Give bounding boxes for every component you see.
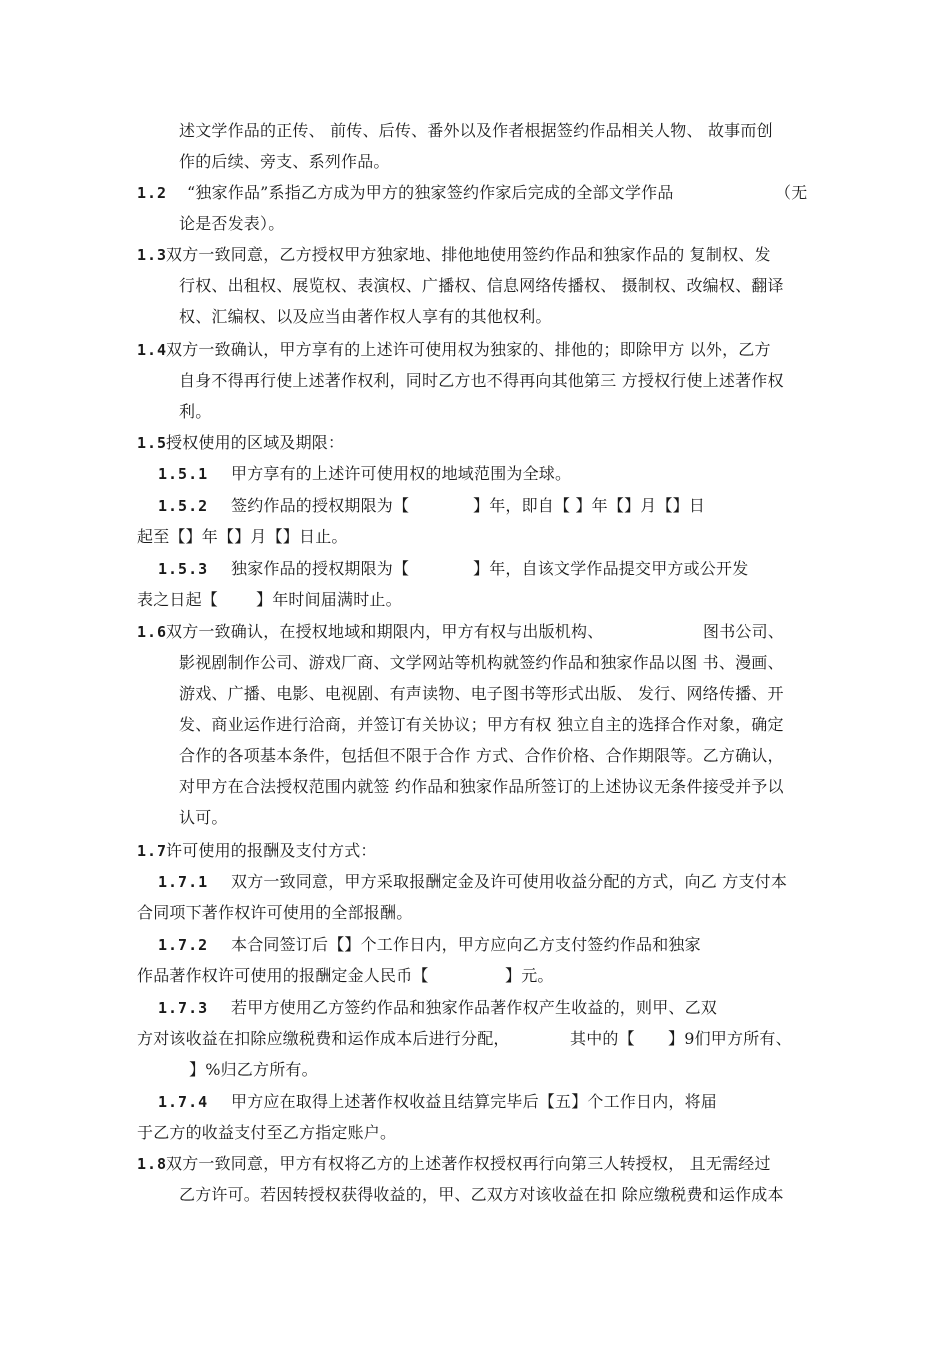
text-line: 双方一致确认，甲方享有的上述许可使用权为独家的、排他的；即除甲方 以外，乙方: [166, 340, 771, 359]
clause-number: 1.2: [137, 184, 168, 202]
text-line: 甲方应在取得上述著作权收益且结算完毕后【五】个工作日内，将届: [231, 1092, 718, 1111]
clause-number: 1.7.4: [158, 1093, 209, 1111]
text-line: 对甲方在合法授权范围内就签 约作品和独家作品所签订的上述协议无条件接受并予以: [179, 777, 784, 796]
clause-number: 1.7.2: [158, 936, 209, 954]
clause-number: 1.8: [137, 1155, 168, 1173]
text-line: 表之日起【: [137, 590, 219, 609]
text-line: 合同项下著作权许可使用的全部报酬。: [137, 903, 413, 922]
text-line: 行权、出租权、展览权、表演权、广播权、信息网络传播权、 摄制权、改编权、翻译: [179, 276, 784, 295]
text-line: 认可。: [179, 808, 228, 827]
text-line: 图书公司、: [703, 622, 785, 641]
clause-number: 1.7.1: [158, 873, 209, 891]
text-line: 双方一致同意，甲方有权将乙方的上述著作权授权再行向第三人转授权， 且无需经过: [166, 1154, 771, 1173]
text-line: 授权使用的区域及期限：: [166, 433, 345, 452]
text-line: 自身不得再行使上述著作权利，同时乙方也不得再向其他第三 方授权行使上述著作权: [179, 371, 784, 390]
clause-number: 1.7: [137, 842, 168, 860]
clause-number: 1.4: [137, 341, 168, 359]
text-line: 双方一致确认，在授权地域和期限内，甲方有权与出版机构、: [166, 622, 604, 641]
text-line: 发、商业运作进行洽商，并签订有关协议；甲方有权 独立自主的选择合作对象，确定: [179, 715, 784, 734]
clause-number: 1.5: [137, 434, 168, 452]
text-line: 甲方享有的上述许可使用权的地域范围为全球。: [231, 464, 572, 483]
text-line: 作的后续、旁支、系列作品。: [179, 152, 390, 171]
text-line: 作品著作权许可使用的报酬定金人民币【: [137, 966, 429, 985]
text-line: 述文学作品的正传、 前传、后传、番外以及作者根据签约作品相关人物、 故事而创: [179, 121, 773, 140]
text-line: 游戏、广播、电影、电视剧、有声读物、电子图书等形式出版、 发行、网络传播、开: [179, 684, 784, 703]
clause-number: 1.5.3: [158, 560, 209, 578]
text-line: 】年时间届满时止。: [256, 590, 402, 609]
text-line: 双方一致同意，甲方采取报酬定金及许可使用收益分配的方式，向乙 方支付本: [231, 872, 788, 891]
text-line: 论是否发表）。: [179, 214, 285, 233]
text-line: 双方一致同意，乙方授权甲方独家地、排他地使用签约作品和独家作品的 复制权、发: [166, 245, 771, 264]
clause-number: 1.5.1: [158, 465, 209, 483]
text-line: 若甲方使用乙方签约作品和独家作品著作权产生收益的，则甲、乙双: [231, 998, 718, 1017]
text-line: 起至【】年【】月【】日止。: [137, 527, 348, 546]
text-line: 影视剧制作公司、游戏厂商、文学网站等机构就签约作品和独家作品以图 书、漫画、: [179, 653, 784, 672]
clause-number: 1.3: [137, 246, 168, 264]
text-line: 权、汇编权、以及应当由著作权人享有的其他权利。: [179, 307, 552, 326]
clause-number: 1.5.2: [158, 497, 209, 515]
text-line: 签约作品的授权期限为【: [231, 496, 410, 515]
text-line: 合作的各项基本条件，包括但不限于合作 方式、合作价格、合作期限等。乙方确认，: [179, 746, 784, 765]
text-line: 】%归乙方所有。: [189, 1060, 318, 1079]
text-line: 于乙方的收益支付至乙方指定账户。: [137, 1123, 397, 1142]
text-line: 其中的【: [570, 1029, 635, 1048]
text-line: 】元。: [505, 966, 554, 985]
text-line: 许可使用的报酬及支付方式：: [166, 841, 377, 860]
text-line: 利。: [179, 402, 212, 421]
text-line: 】年，自该文学作品提交甲方或公开发: [473, 559, 749, 578]
text-line: 】9们甲方所有、: [668, 1029, 792, 1048]
clause-number: 1.7.3: [158, 999, 209, 1017]
text-line: 乙方许可。若因转授权获得收益的，甲、乙双方对该收益在扣 除应缴税费和运作成本: [179, 1185, 784, 1204]
clause-number: 1.6: [137, 623, 168, 641]
text-line: （无: [775, 183, 808, 202]
text-line: 】年，即自【 】年【】月【】日: [473, 496, 706, 515]
text-line: “独家作品”系指乙方成为甲方的独家签约作家后完成的全部文学作品: [187, 183, 674, 202]
text-line: 方对该收益在扣除应缴税费和运作成本后进行分配，: [137, 1029, 510, 1048]
text-line: 独家作品的授权期限为【: [231, 559, 410, 578]
text-line: 本合同签订后【】个工作日内，甲方应向乙方支付签约作品和独家: [231, 935, 701, 954]
